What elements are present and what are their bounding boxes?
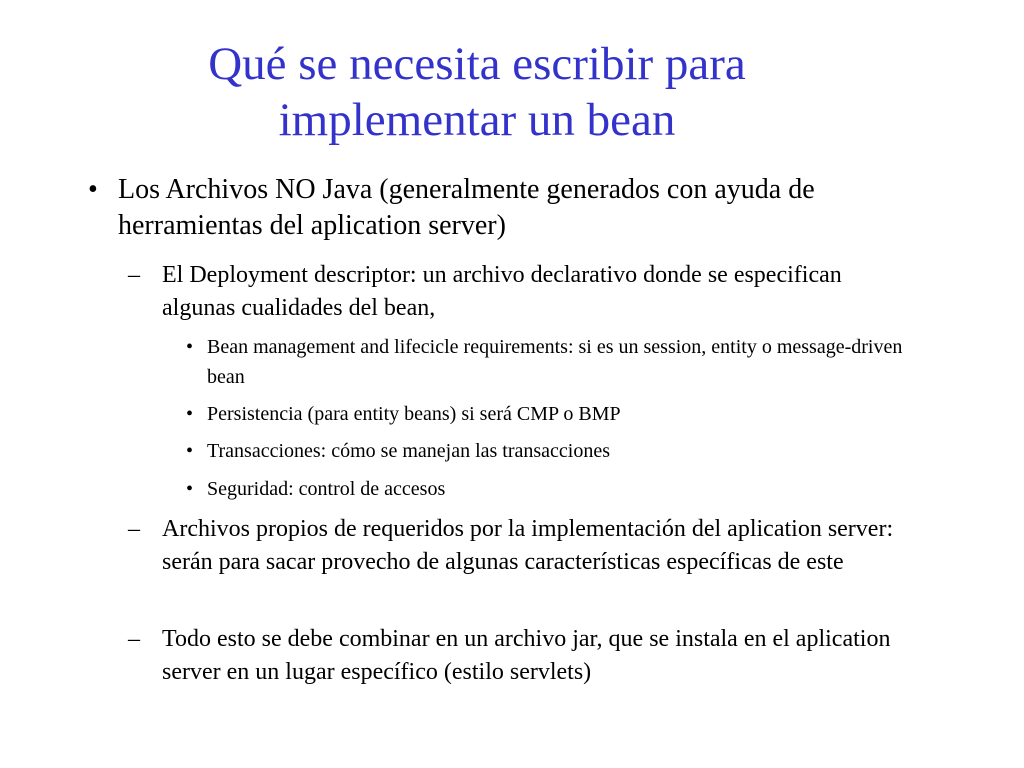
- bullet-text: Los Archivos NO Java (generalmente generados con ayuda de herramientas del aplication server): [118, 174, 815, 241]
- sub-bullet-text: Seguridad: control de accesos: [207, 478, 446, 500]
- dash-icon: –: [128, 516, 140, 542]
- dash-text: Todo esto se debe combinar en un archivo jar, que se instala en el aplication server en un lugar específico (estilo servlets): [162, 626, 891, 685]
- sub-bullet-text: Bean management and lifecicle requirements: si es un session, entity o message-driven bean: [207, 336, 903, 388]
- dash-item-level2: [128, 623, 918, 689]
- slide-title: [0, 36, 954, 148]
- sub-bullet-text: Transacciones: cómo se manejan las transacciones: [207, 440, 611, 462]
- sub-bullet-item-level3: [186, 474, 926, 504]
- dash-icon: –: [128, 262, 140, 288]
- bullet-icon: •: [88, 174, 98, 205]
- slide-title-line-1: Qué se necesita escribir para: [208, 38, 746, 90]
- sub-bullet-item-level3: [186, 332, 926, 392]
- dash-icon: –: [128, 626, 140, 652]
- slide-title-line-2: implementar un bean: [278, 94, 676, 146]
- bullet-item-level1: [88, 172, 858, 244]
- sub-bullet-item-level3: [186, 436, 926, 466]
- bullet-icon: •: [186, 336, 194, 358]
- dash-item-level2: [128, 513, 918, 579]
- sub-bullet-text: Persistencia (para entity beans) si será CMP o BMP: [207, 403, 621, 425]
- bullet-icon: •: [186, 478, 194, 500]
- dash-item-level2: [128, 259, 918, 325]
- bullet-icon: •: [186, 403, 194, 425]
- sub-bullet-item-level3: [186, 399, 926, 429]
- bullet-icon: •: [186, 440, 194, 462]
- dash-text: Archivos propios de requeridos por la implementación del aplication server: serán para sacar provecho de algunas características específicas de este: [162, 516, 894, 575]
- dash-text: El Deployment descriptor: un archivo declarativo donde se especifican algunas cualidades del bean,: [162, 262, 842, 321]
